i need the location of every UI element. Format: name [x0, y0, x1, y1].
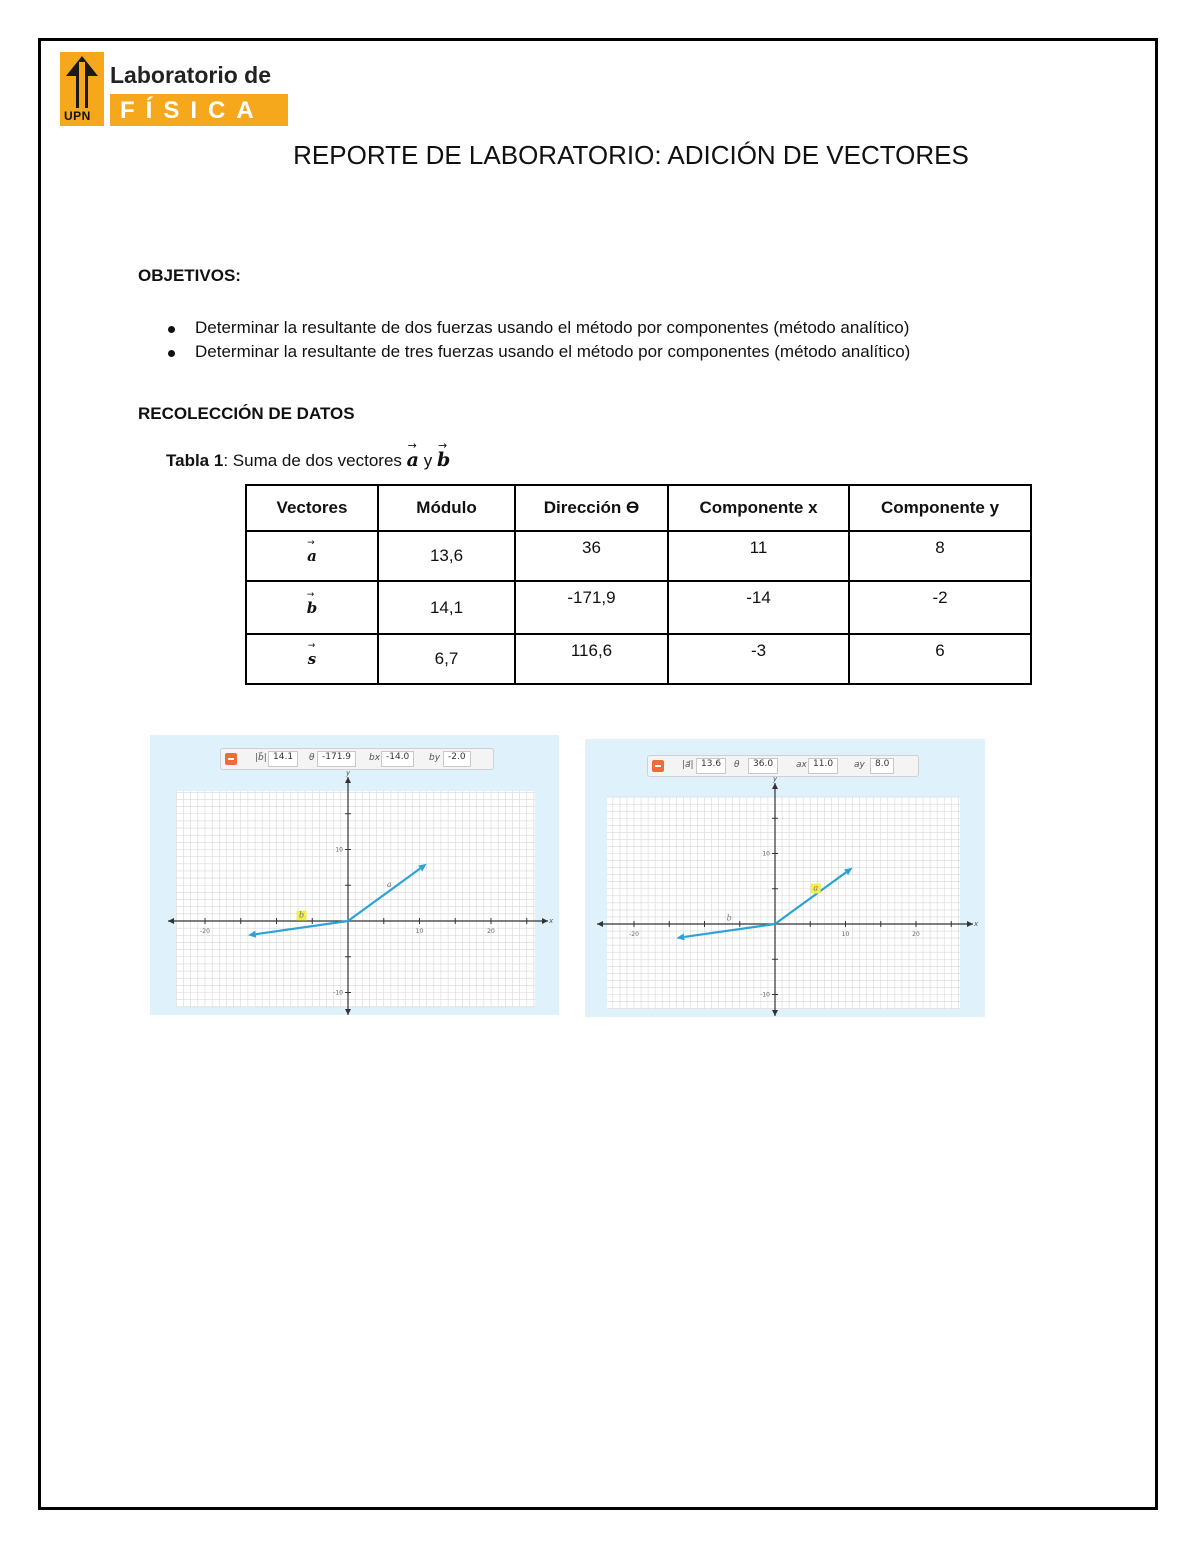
- x-axis-arrow: [967, 921, 973, 927]
- table-cell: [849, 531, 1031, 581]
- cell-value: -2: [932, 588, 948, 607]
- cell-value: -3: [750, 641, 767, 660]
- toolbar-label: ay: [854, 760, 865, 770]
- toolbar-label: θ: [309, 753, 315, 763]
- cell-value: 36: [582, 538, 601, 557]
- table-row: [246, 581, 1031, 634]
- vector-b-symbol: → b: [437, 449, 450, 471]
- tick-label: 10: [841, 931, 850, 938]
- cell-value: 116,6: [570, 641, 613, 660]
- magnitude-field[interactable]: 14.1: [268, 751, 298, 767]
- x-component-field[interactable]: -14.0: [381, 751, 414, 767]
- y-component-field[interactable]: 8.0: [870, 758, 894, 774]
- x-axis-label: x: [974, 920, 979, 928]
- list-item: Determinar la resultante de tres fuerzas usando el método por componentes (método analítico): [166, 342, 910, 366]
- table-cell: [668, 634, 849, 684]
- vector-a-label: a: [813, 883, 819, 893]
- vector-symbol: → b: [307, 599, 318, 617]
- angle-field[interactable]: -171.9: [317, 751, 356, 767]
- list-item: Determinar la resultante de dos fuerzas usando el método por componentes (método analítico): [166, 318, 910, 342]
- toolbar-label: θ: [734, 760, 740, 770]
- data-table: [245, 484, 1032, 685]
- caption-y: y: [423, 451, 433, 470]
- vector-a-symbol: → a: [407, 449, 419, 471]
- page-title: REPORTE DE LABORATORIO: ADICIÓN DE VECTORES: [293, 140, 969, 170]
- magnitude-field[interactable]: 13.6: [696, 758, 726, 774]
- x-component-field[interactable]: 11.0: [808, 758, 838, 774]
- cell-value: 6: [935, 641, 945, 660]
- table-cell: [849, 581, 1031, 634]
- tick-label: 20: [487, 928, 495, 935]
- table-row: [246, 634, 1031, 684]
- vector-a-label: a: [386, 880, 392, 890]
- table-cell: [246, 531, 378, 581]
- table-cell: 14,1: [378, 581, 515, 634]
- grid-area: [176, 791, 535, 1007]
- x-axis-arrow: [597, 921, 603, 927]
- table-cell: 6,7: [378, 634, 515, 684]
- cell-value: 11: [749, 538, 768, 557]
- x-axis-arrow: [168, 918, 174, 924]
- table-cell: [246, 634, 378, 684]
- vector-graph-a: [585, 739, 985, 1017]
- objectives-heading: OBJETIVOS:: [138, 266, 241, 285]
- table-caption: [166, 449, 450, 471]
- caption-label: Tabla 1: [166, 451, 224, 470]
- table-cell: [515, 581, 668, 634]
- data-heading: RECOLECCIÓN DE DATOS: [138, 404, 355, 423]
- table-cell: [668, 581, 849, 634]
- toolbar-label: ax: [796, 760, 807, 770]
- tick-label: -20: [629, 931, 639, 938]
- tick-label: -20: [200, 928, 210, 935]
- angle-field[interactable]: 36.0: [748, 758, 778, 774]
- table-cell: [246, 581, 378, 634]
- vector-symbol: → a: [307, 547, 317, 565]
- toolbar-label: bx: [369, 753, 381, 763]
- table-cell: [849, 634, 1031, 684]
- y-axis-label: y: [773, 775, 778, 783]
- table-header: Componente x: [668, 485, 849, 531]
- table-cell: [515, 634, 668, 684]
- tick-label: -10: [333, 989, 343, 997]
- table-header: Componente y: [849, 485, 1031, 531]
- table-cell: 13,6: [378, 531, 515, 581]
- tick-label: 10: [762, 850, 770, 858]
- table-row: [246, 531, 1031, 581]
- toolbar-label: |b⃗|: [255, 753, 267, 763]
- cell-value: -171,9: [567, 588, 616, 607]
- y-component-field[interactable]: -2.0: [443, 751, 471, 767]
- table-header: Módulo: [378, 485, 515, 531]
- vector-b-label: b: [726, 913, 732, 923]
- tick-label: 10: [415, 928, 424, 935]
- y-axis-arrow: [345, 1009, 351, 1015]
- objectives-list: [166, 318, 910, 366]
- toolbar-label: by: [429, 753, 441, 763]
- coordinate-plane[interactable]: [150, 735, 559, 1015]
- cell-value: 8: [935, 538, 945, 557]
- logo-line1: Laboratorio de: [110, 62, 272, 88]
- vector-b-label: b: [298, 910, 305, 920]
- caption-text: : Suma de dos vectores: [223, 451, 402, 470]
- table-cell: [515, 531, 668, 581]
- table-header: Dirección ϴ: [515, 485, 668, 531]
- logo-upn-text: UPN: [64, 109, 91, 123]
- cell-value: -14: [746, 588, 771, 607]
- vector-graph-b: [150, 735, 559, 1015]
- tick-label: 10: [335, 846, 343, 854]
- toolbar-label: |a⃗|: [682, 760, 694, 770]
- coordinate-plane[interactable]: [585, 739, 985, 1017]
- tick-label: 20: [912, 931, 920, 938]
- y-axis-arrow: [772, 783, 778, 789]
- table-cell: [668, 531, 849, 581]
- upn-logo: [60, 52, 292, 126]
- tick-label: -10: [760, 991, 770, 999]
- table-header: Vectores: [246, 485, 378, 531]
- y-axis-label: y: [346, 769, 351, 777]
- vector-symbol: → s: [308, 650, 316, 668]
- y-axis-arrow: [772, 1010, 778, 1016]
- x-axis-label: x: [549, 917, 554, 925]
- y-axis-arrow: [345, 777, 351, 783]
- x-axis-arrow: [542, 918, 548, 924]
- upn-arrow-icon: [60, 52, 104, 126]
- logo-line2: FÍSICA: [120, 97, 265, 124]
- logo-bar: [110, 94, 288, 126]
